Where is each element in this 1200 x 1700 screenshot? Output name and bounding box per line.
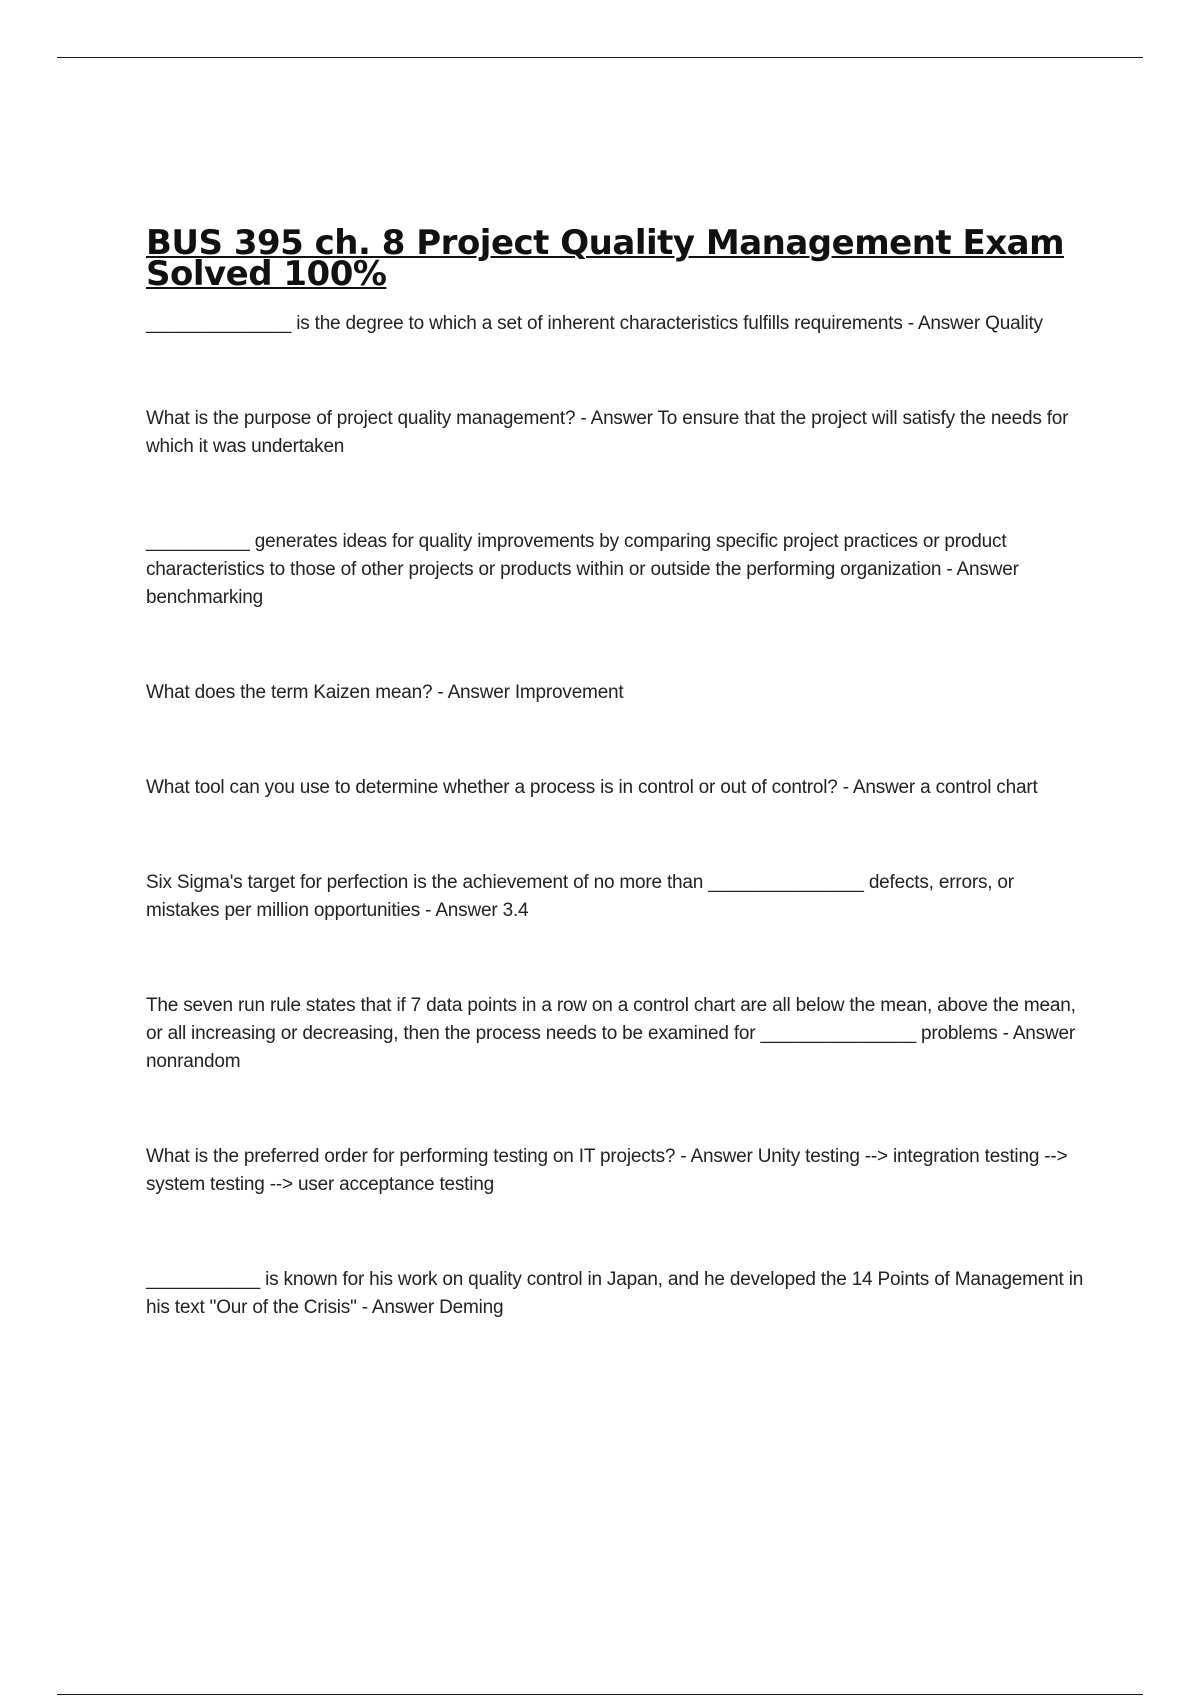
answer-text: benchmarking (146, 587, 263, 608)
answer-text: 3.4 (502, 900, 529, 921)
answer-text: To ensure that the project will satisfy the needs for which it was undertaken (146, 408, 1069, 457)
bottom-rule (57, 1694, 1143, 1695)
question-text: ___________ is known for his work on quality control in Japan, and he developed the 14 Points of Management in his text "Our of the Crisis" - Answer (146, 1269, 1084, 1318)
qa-item (146, 992, 1086, 1076)
document-body (146, 223, 1086, 1389)
top-rule (57, 57, 1143, 58)
answer-text: Quality (985, 313, 1043, 334)
qa-list (146, 310, 1086, 1322)
question-text: ______________ is the degree to which a set of inherent characteristics fulfills requirements - Answer (146, 313, 981, 334)
question-text: What does the term Kaizen mean? - Answer (146, 682, 510, 703)
answer-text: a control chart (920, 777, 1038, 798)
qa-item (146, 528, 1086, 612)
question-text: What is the preferred order for performing testing on IT projects? - Answer (146, 1146, 753, 1167)
question-text: Six Sigma's target for perfection is the achievement of no more than _______________ defects, errors, or mistakes per million opportunities - Answer (146, 872, 1014, 921)
answer-text: Unity testing --> integration testing --> system testing --> user acceptance testing (146, 1146, 1068, 1195)
question-text: What tool can you use to determine whether a process is in control or out of control? - Answer (146, 777, 916, 798)
question-text: The seven run rule states that if 7 data points in a row on a control chart are all below the mean, above the mean, or all increasing or decreasing, then the process needs to be examined for _______________ problems - Answer (146, 995, 1076, 1044)
qa-item (146, 869, 1086, 925)
question-text: __________ generates ideas for quality improvements by comparing specific project practices or product characteristics to those of other projects or products within or outside the performing organization - Answer (146, 531, 1019, 580)
qa-item (146, 310, 1086, 338)
answer-text: Improvement (514, 682, 624, 703)
qa-item (146, 1266, 1086, 1322)
document-title: BUS 395 ch. 8 Project Quality Management Exam Solved 100% (146, 223, 1065, 294)
question-text: What is the purpose of project quality management? - Answer (146, 408, 653, 429)
qa-item (146, 1143, 1086, 1199)
qa-item (146, 774, 1086, 802)
answer-text: nonrandom (146, 1051, 241, 1072)
answer-text: Deming (439, 1297, 504, 1318)
qa-item (146, 405, 1086, 461)
qa-item (146, 679, 1086, 707)
